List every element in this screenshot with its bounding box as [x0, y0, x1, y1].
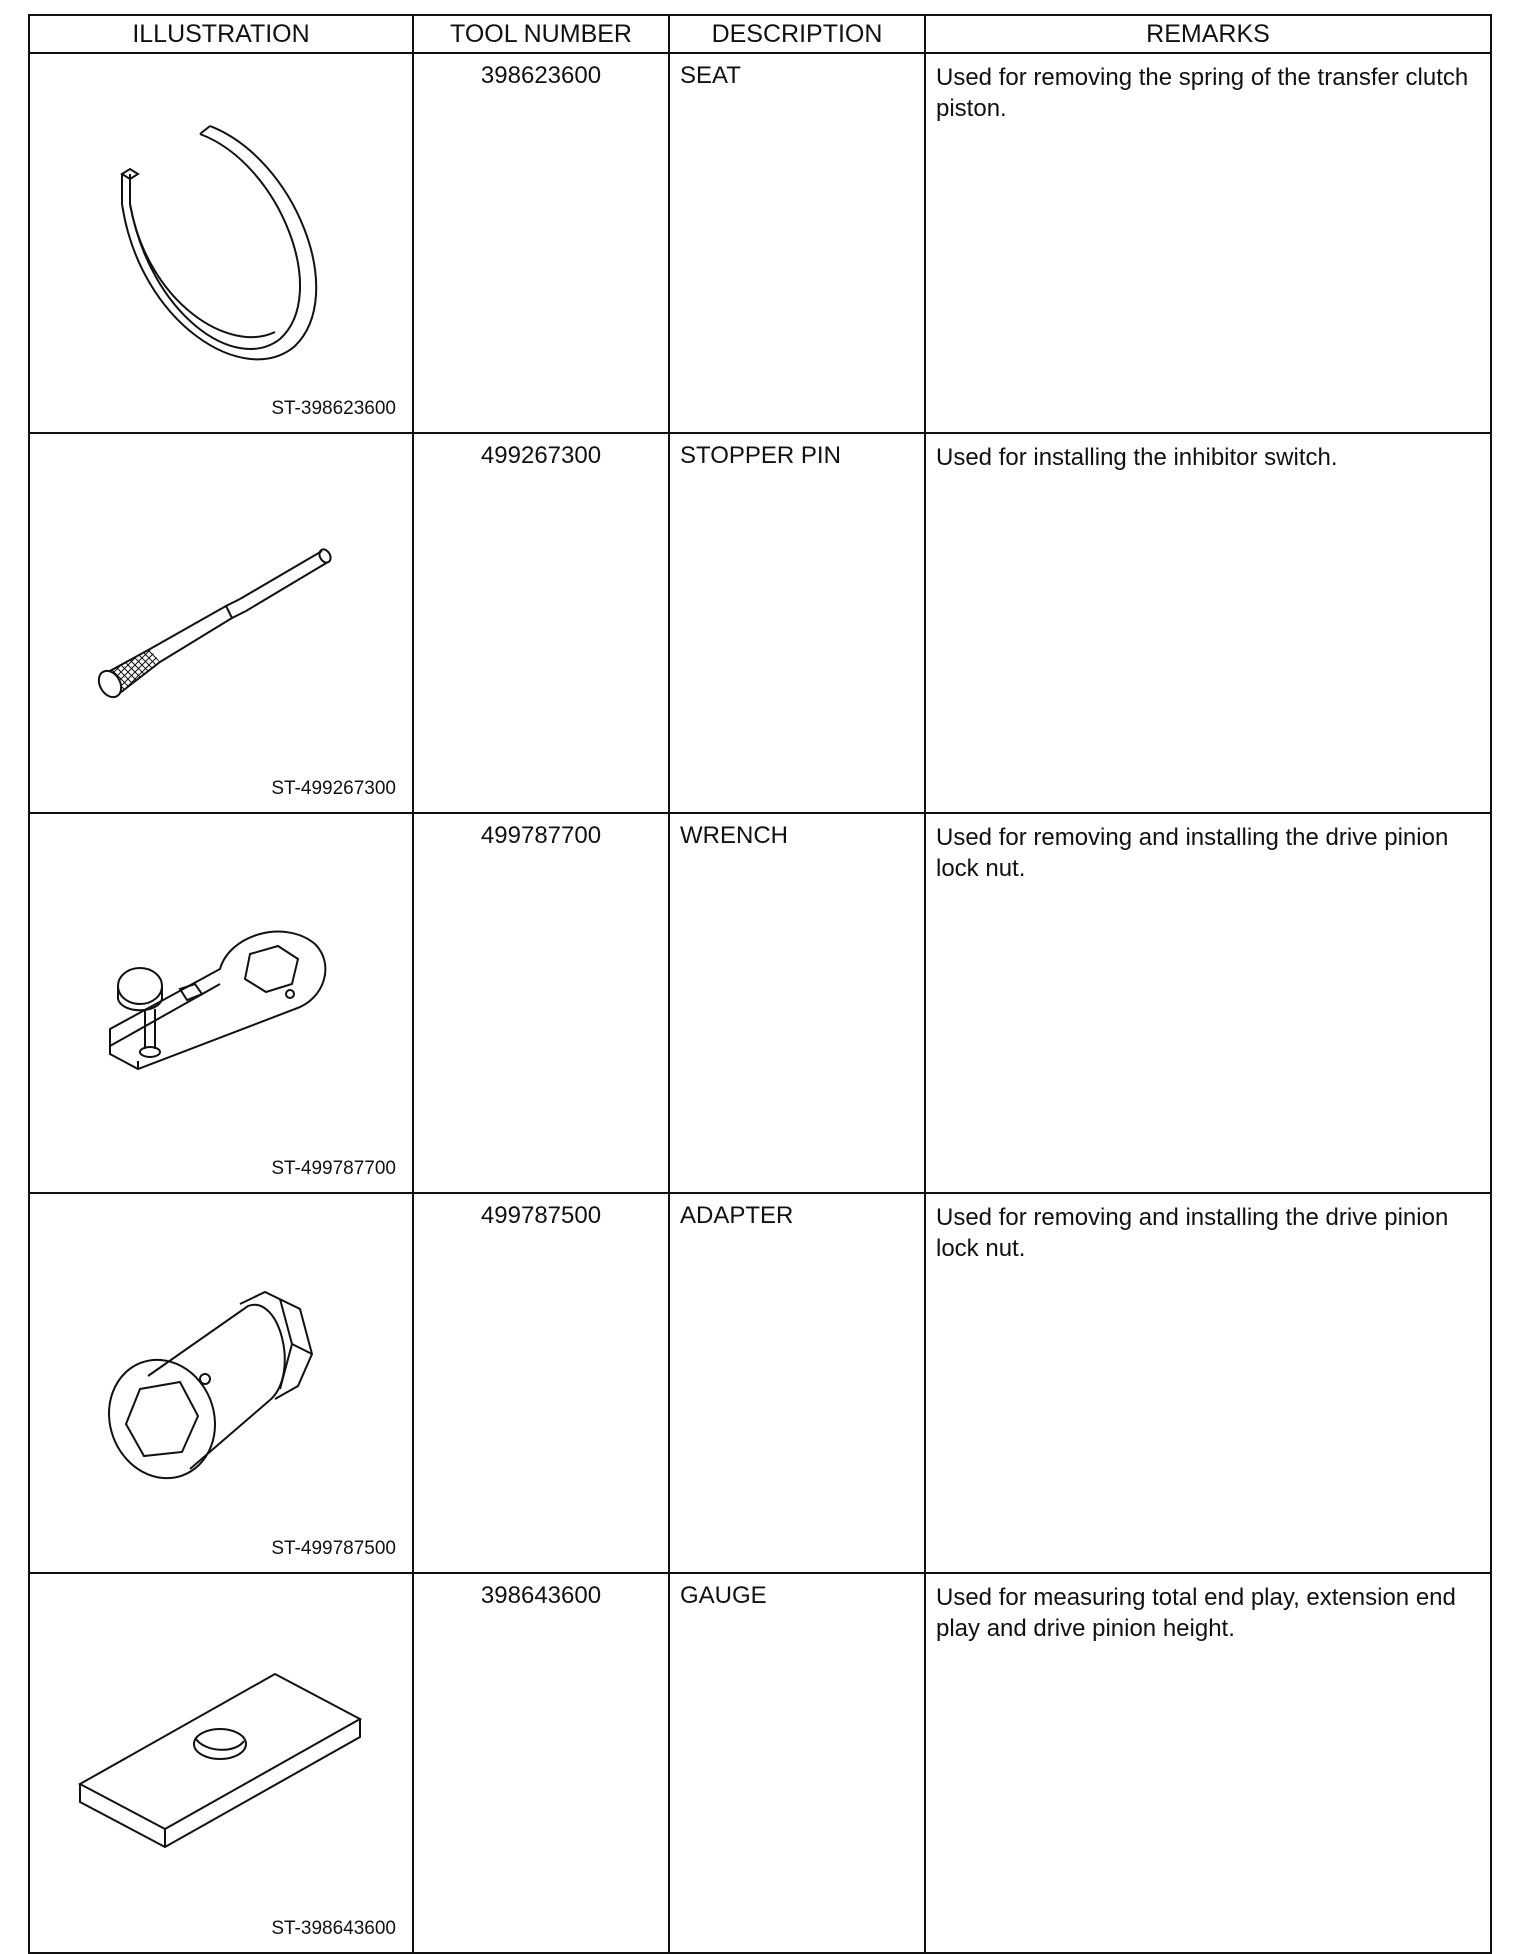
- illustration-code: ST-499787700: [271, 1158, 396, 1179]
- special-tools-table: [28, 14, 1492, 1954]
- header-row: [29, 15, 1491, 53]
- header-tool-number: TOOL NUMBER: [413, 15, 669, 53]
- header-illustration: ILLUSTRATION: [29, 15, 413, 53]
- wrench-icon: [30, 814, 414, 1184]
- remarks-cell: Used for removing and installing the drive pinion lock nut.: [925, 1193, 1491, 1573]
- header-remarks: REMARKS: [925, 15, 1491, 53]
- description-cell: SEAT: [669, 53, 925, 433]
- header-description: DESCRIPTION: [669, 15, 925, 53]
- tool-number-cell: 499787700: [413, 813, 669, 1193]
- description-cell: GAUGE: [669, 1573, 925, 1953]
- table-row: [29, 1193, 1491, 1573]
- tool-number-cell: 499267300: [413, 433, 669, 813]
- illustration-cell: [29, 1193, 413, 1573]
- illustration-cell: [29, 1573, 413, 1953]
- remarks-cell: Used for removing and installing the drive pinion lock nut.: [925, 813, 1491, 1193]
- tool-number-cell: 398643600: [413, 1573, 669, 1953]
- description-cell: WRENCH: [669, 813, 925, 1193]
- description-cell: ADAPTER: [669, 1193, 925, 1573]
- illustration-cell: [29, 53, 413, 433]
- remarks-cell: Used for removing the spring of the transfer clutch piston.: [925, 53, 1491, 433]
- illustration-code: ST-398623600: [271, 398, 396, 419]
- adapter-socket-icon: [30, 1194, 414, 1564]
- description-cell: STOPPER PIN: [669, 433, 925, 813]
- remarks-cell: Used for measuring total end play, extension end play and drive pinion height.: [925, 1573, 1491, 1953]
- illustration-code: ST-499267300: [271, 778, 396, 799]
- seat-ring-icon: [30, 54, 414, 424]
- table-row: [29, 53, 1491, 433]
- gauge-plate-icon: [30, 1574, 414, 1944]
- tool-number-cell: 499787500: [413, 1193, 669, 1573]
- table-row: [29, 813, 1491, 1193]
- illustration-code: ST-398643600: [271, 1918, 396, 1939]
- stopper-pin-icon: [30, 434, 414, 804]
- tool-number-cell: 398623600: [413, 53, 669, 433]
- illustration-cell: [29, 813, 413, 1193]
- table-row: [29, 433, 1491, 813]
- remarks-cell: Used for installing the inhibitor switch.: [925, 433, 1491, 813]
- illustration-cell: [29, 433, 413, 813]
- table-row: [29, 1573, 1491, 1953]
- illustration-code: ST-499787500: [271, 1538, 396, 1559]
